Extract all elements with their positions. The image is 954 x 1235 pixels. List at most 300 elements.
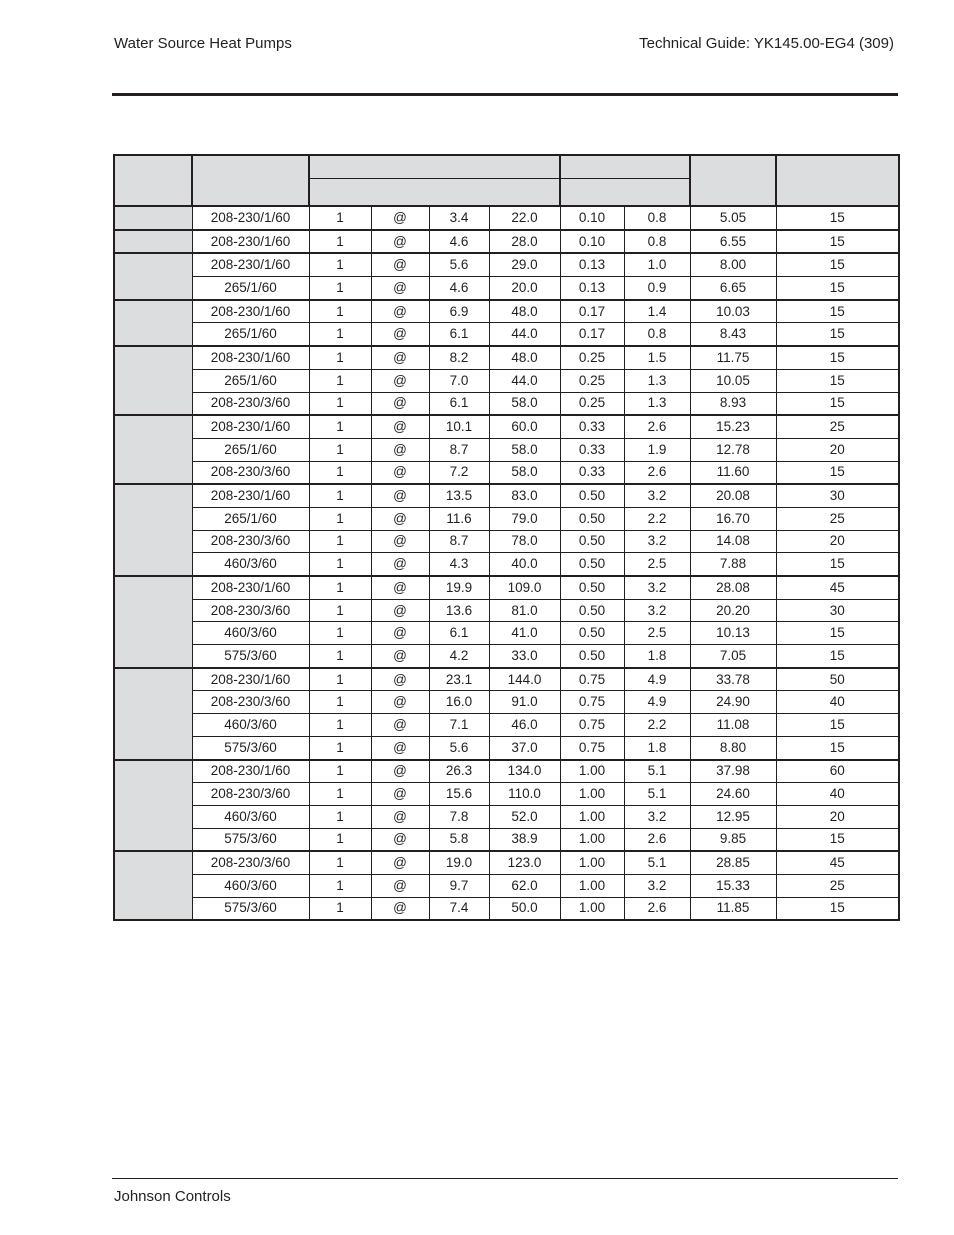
at-symbol-cell: @: [371, 736, 429, 759]
table-row: [114, 206, 899, 230]
max-fuse-cell: 15: [776, 346, 899, 369]
compressor-rla-cell: 4.2: [429, 645, 489, 668]
compressor-rla-cell: 6.1: [429, 392, 489, 415]
compressor-lra-cell: 28.0: [489, 230, 560, 254]
table-row: [114, 645, 899, 668]
fan-fla-cell: 3.2: [624, 576, 690, 599]
voltage-cell: 208-230/3/60: [192, 461, 309, 484]
compressor-lra-cell: 22.0: [489, 206, 560, 230]
fan-fla-cell: 5.1: [624, 760, 690, 783]
fan-fla-cell: 2.6: [624, 415, 690, 438]
compressor-qty-cell: 1: [309, 783, 371, 806]
max-fuse-cell: 25: [776, 507, 899, 530]
fan-fla-cell: 2.2: [624, 714, 690, 737]
at-symbol-cell: @: [371, 530, 429, 553]
fan-fla-cell: 3.2: [624, 484, 690, 507]
table-row: [114, 277, 899, 300]
voltage-cell: 208-230/3/60: [192, 851, 309, 874]
fan-fla-cell: 2.5: [624, 553, 690, 576]
compressor-lra-cell: 60.0: [489, 415, 560, 438]
min-circuit-amps-cell: 37.98: [690, 760, 776, 783]
voltage-cell: 208-230/1/60: [192, 300, 309, 323]
compressor-qty-cell: 1: [309, 668, 371, 691]
fan-hp-cell: 0.75: [560, 736, 624, 759]
at-symbol-cell: @: [371, 230, 429, 254]
min-circuit-amps-cell: 10.05: [690, 369, 776, 392]
compressor-rla-cell: 6.1: [429, 622, 489, 645]
voltage-cell: 208-230/1/60: [192, 668, 309, 691]
voltage-cell: 208-230/1/60: [192, 484, 309, 507]
compressor-lra-cell: 41.0: [489, 622, 560, 645]
min-circuit-amps-cell: 33.78: [690, 668, 776, 691]
voltage-cell: 208-230/1/60: [192, 760, 309, 783]
compressor-rla-cell: 4.6: [429, 230, 489, 254]
max-fuse-cell: 15: [776, 736, 899, 759]
max-fuse-cell: 15: [776, 300, 899, 323]
table-row: [114, 369, 899, 392]
compressor-qty-cell: 1: [309, 553, 371, 576]
compressor-qty-cell: 1: [309, 277, 371, 300]
at-symbol-cell: @: [371, 438, 429, 461]
min-circuit-amps-cell: 6.65: [690, 277, 776, 300]
footer-rule: [112, 1178, 898, 1179]
min-circuit-amps-cell: 10.13: [690, 622, 776, 645]
max-fuse-cell: 15: [776, 553, 899, 576]
at-symbol-cell: @: [371, 553, 429, 576]
fan-fla-cell: 5.1: [624, 783, 690, 806]
compressor-rla-cell: 5.8: [429, 828, 489, 851]
model-cell: [114, 668, 192, 760]
compressor-rla-cell: 19.0: [429, 851, 489, 874]
compressor-lra-cell: 91.0: [489, 691, 560, 714]
max-fuse-cell: 20: [776, 438, 899, 461]
min-circuit-amps-cell: 5.05: [690, 206, 776, 230]
compressor-qty-cell: 1: [309, 874, 371, 897]
voltage-cell: 265/1/60: [192, 369, 309, 392]
fan-hp-cell: 0.10: [560, 206, 624, 230]
table-row: [114, 760, 899, 783]
header-rule: [112, 93, 898, 96]
table-row: [114, 300, 899, 323]
fan-fla-cell: 0.8: [624, 230, 690, 254]
compressor-lra-cell: 44.0: [489, 369, 560, 392]
fan-hp-cell: 0.25: [560, 369, 624, 392]
voltage-cell: 208-230/3/60: [192, 530, 309, 553]
model-cell: [114, 253, 192, 299]
max-fuse-cell: 15: [776, 392, 899, 415]
compressor-lra-cell: 48.0: [489, 300, 560, 323]
max-fuse-cell: 40: [776, 783, 899, 806]
table-row: [114, 828, 899, 851]
max-fuse-cell: 60: [776, 760, 899, 783]
table-row: [114, 323, 899, 346]
at-symbol-cell: @: [371, 645, 429, 668]
model-cell: [114, 300, 192, 346]
fan-hp-cell: 0.33: [560, 461, 624, 484]
compressor-qty-cell: 1: [309, 645, 371, 668]
table-row: [114, 530, 899, 553]
compressor-lra-cell: 110.0: [489, 783, 560, 806]
compressor-lra-cell: 123.0: [489, 851, 560, 874]
at-symbol-cell: @: [371, 691, 429, 714]
compressor-lra-cell: 52.0: [489, 805, 560, 828]
table-row: [114, 484, 899, 507]
compressor-lra-cell: 29.0: [489, 253, 560, 276]
compressor-qty-cell: 1: [309, 346, 371, 369]
compressor-lra-cell: 37.0: [489, 736, 560, 759]
fan-fla-cell: 1.8: [624, 736, 690, 759]
compressor-rla-cell: 13.6: [429, 599, 489, 622]
table-row: [114, 461, 899, 484]
max-fuse-cell: 45: [776, 851, 899, 874]
table-body: [114, 206, 899, 920]
voltage-cell: 575/3/60: [192, 828, 309, 851]
at-symbol-cell: @: [371, 874, 429, 897]
compressor-qty-cell: 1: [309, 530, 371, 553]
compressor-rla-cell: 11.6: [429, 507, 489, 530]
compressor-rla-cell: 7.4: [429, 897, 489, 920]
compressor-lra-cell: 46.0: [489, 714, 560, 737]
fan-hp-cell: 0.75: [560, 668, 624, 691]
header-subcell-compressor: [309, 179, 560, 207]
voltage-cell: 208-230/3/60: [192, 599, 309, 622]
min-circuit-amps-cell: 11.75: [690, 346, 776, 369]
at-symbol-cell: @: [371, 828, 429, 851]
min-circuit-amps-cell: 7.05: [690, 645, 776, 668]
compressor-rla-cell: 8.2: [429, 346, 489, 369]
voltage-cell: 208-230/1/60: [192, 206, 309, 230]
fan-fla-cell: 0.8: [624, 206, 690, 230]
at-symbol-cell: @: [371, 346, 429, 369]
compressor-qty-cell: 1: [309, 805, 371, 828]
fan-fla-cell: 3.2: [624, 874, 690, 897]
at-symbol-cell: @: [371, 323, 429, 346]
voltage-cell: 208-230/1/60: [192, 346, 309, 369]
voltage-cell: 208-230/3/60: [192, 691, 309, 714]
table-row: [114, 553, 899, 576]
compressor-rla-cell: 26.3: [429, 760, 489, 783]
compressor-qty-cell: 1: [309, 369, 371, 392]
fan-fla-cell: 2.2: [624, 507, 690, 530]
voltage-cell: 460/3/60: [192, 874, 309, 897]
min-circuit-amps-cell: 24.60: [690, 783, 776, 806]
compressor-qty-cell: 1: [309, 392, 371, 415]
at-symbol-cell: @: [371, 206, 429, 230]
compressor-lra-cell: 81.0: [489, 599, 560, 622]
voltage-cell: 265/1/60: [192, 438, 309, 461]
max-fuse-cell: 15: [776, 369, 899, 392]
compressor-rla-cell: 6.1: [429, 323, 489, 346]
min-circuit-amps-cell: 15.33: [690, 874, 776, 897]
compressor-qty-cell: 1: [309, 760, 371, 783]
compressor-rla-cell: 16.0: [429, 691, 489, 714]
fan-hp-cell: 0.13: [560, 253, 624, 276]
model-cell: [114, 230, 192, 254]
fan-fla-cell: 3.2: [624, 530, 690, 553]
compressor-rla-cell: 4.3: [429, 553, 489, 576]
at-symbol-cell: @: [371, 760, 429, 783]
compressor-qty-cell: 1: [309, 691, 371, 714]
compressor-qty-cell: 1: [309, 206, 371, 230]
compressor-rla-cell: 4.6: [429, 277, 489, 300]
compressor-qty-cell: 1: [309, 576, 371, 599]
compressor-qty-cell: 1: [309, 828, 371, 851]
max-fuse-cell: 20: [776, 530, 899, 553]
max-fuse-cell: 25: [776, 874, 899, 897]
min-circuit-amps-cell: 8.80: [690, 736, 776, 759]
fan-hp-cell: 0.33: [560, 415, 624, 438]
table-row: [114, 736, 899, 759]
min-circuit-amps-cell: 7.88: [690, 553, 776, 576]
table-row: [114, 783, 899, 806]
fan-hp-cell: 0.25: [560, 346, 624, 369]
compressor-rla-cell: 23.1: [429, 668, 489, 691]
compressor-rla-cell: 7.2: [429, 461, 489, 484]
min-circuit-amps-cell: 11.85: [690, 897, 776, 920]
voltage-cell: 575/3/60: [192, 897, 309, 920]
fan-fla-cell: 3.2: [624, 805, 690, 828]
fan-hp-cell: 1.00: [560, 783, 624, 806]
compressor-lra-cell: 44.0: [489, 323, 560, 346]
fan-hp-cell: 1.00: [560, 760, 624, 783]
table-row: [114, 668, 899, 691]
model-cell: [114, 346, 192, 415]
fan-fla-cell: 2.6: [624, 828, 690, 851]
compressor-qty-cell: 1: [309, 461, 371, 484]
compressor-rla-cell: 19.9: [429, 576, 489, 599]
compressor-rla-cell: 7.8: [429, 805, 489, 828]
voltage-cell: 265/1/60: [192, 507, 309, 530]
compressor-lra-cell: 79.0: [489, 507, 560, 530]
compressor-lra-cell: 33.0: [489, 645, 560, 668]
voltage-cell: 460/3/60: [192, 622, 309, 645]
min-circuit-amps-cell: 9.85: [690, 828, 776, 851]
voltage-cell: 460/3/60: [192, 805, 309, 828]
table-row: [114, 576, 899, 599]
fan-hp-cell: 0.17: [560, 323, 624, 346]
max-fuse-cell: 15: [776, 323, 899, 346]
fan-hp-cell: 1.00: [560, 874, 624, 897]
max-fuse-cell: 15: [776, 897, 899, 920]
voltage-cell: 208-230/1/60: [192, 576, 309, 599]
compressor-qty-cell: 1: [309, 230, 371, 254]
max-fuse-cell: 15: [776, 461, 899, 484]
model-cell: [114, 576, 192, 668]
at-symbol-cell: @: [371, 369, 429, 392]
fan-fla-cell: 2.5: [624, 622, 690, 645]
compressor-qty-cell: 1: [309, 736, 371, 759]
min-circuit-amps-cell: 14.08: [690, 530, 776, 553]
fan-fla-cell: 3.2: [624, 599, 690, 622]
fan-hp-cell: 0.25: [560, 392, 624, 415]
at-symbol-cell: @: [371, 851, 429, 874]
fan-fla-cell: 1.0: [624, 253, 690, 276]
fan-fla-cell: 1.3: [624, 369, 690, 392]
compressor-lra-cell: 62.0: [489, 874, 560, 897]
at-symbol-cell: @: [371, 484, 429, 507]
fan-fla-cell: 2.6: [624, 461, 690, 484]
max-fuse-cell: 15: [776, 206, 899, 230]
at-symbol-cell: @: [371, 897, 429, 920]
fan-hp-cell: 0.10: [560, 230, 624, 254]
compressor-lra-cell: 58.0: [489, 438, 560, 461]
compressor-lra-cell: 144.0: [489, 668, 560, 691]
model-cell: [114, 851, 192, 920]
compressor-rla-cell: 13.5: [429, 484, 489, 507]
fan-hp-cell: 0.50: [560, 576, 624, 599]
voltage-cell: 208-230/1/60: [192, 253, 309, 276]
voltage-cell: 460/3/60: [192, 553, 309, 576]
model-cell: [114, 484, 192, 576]
fan-hp-cell: 0.50: [560, 645, 624, 668]
max-fuse-cell: 50: [776, 668, 899, 691]
at-symbol-cell: @: [371, 805, 429, 828]
running-header-title: Water Source Heat Pumps: [114, 35, 292, 52]
voltage-cell: 460/3/60: [192, 714, 309, 737]
fan-fla-cell: 1.8: [624, 645, 690, 668]
compressor-lra-cell: 40.0: [489, 553, 560, 576]
at-symbol-cell: @: [371, 300, 429, 323]
at-symbol-cell: @: [371, 461, 429, 484]
compressor-rla-cell: 9.7: [429, 874, 489, 897]
table-row: [114, 714, 899, 737]
voltage-cell: 208-230/3/60: [192, 392, 309, 415]
min-circuit-amps-cell: 28.85: [690, 851, 776, 874]
at-symbol-cell: @: [371, 507, 429, 530]
max-fuse-cell: 15: [776, 230, 899, 254]
at-symbol-cell: @: [371, 415, 429, 438]
header-cell-model: [114, 155, 192, 206]
max-fuse-cell: 15: [776, 645, 899, 668]
fan-fla-cell: 1.9: [624, 438, 690, 461]
compressor-rla-cell: 8.7: [429, 438, 489, 461]
compressor-rla-cell: 8.7: [429, 530, 489, 553]
min-circuit-amps-cell: 10.03: [690, 300, 776, 323]
header-cell-min-circuit-amps: [690, 155, 776, 206]
compressor-lra-cell: 38.9: [489, 828, 560, 851]
fan-hp-cell: 0.50: [560, 553, 624, 576]
footer-company: Johnson Controls: [114, 1188, 231, 1205]
table-row: [114, 253, 899, 276]
table-row: [114, 346, 899, 369]
header-subcell-fan-motor: [560, 179, 690, 207]
min-circuit-amps-cell: 8.43: [690, 323, 776, 346]
fan-fla-cell: 1.3: [624, 392, 690, 415]
electrical-data-table: [113, 154, 900, 921]
voltage-cell: 208-230/1/60: [192, 230, 309, 254]
compressor-rla-cell: 6.9: [429, 300, 489, 323]
compressor-rla-cell: 3.4: [429, 206, 489, 230]
max-fuse-cell: 30: [776, 484, 899, 507]
compressor-lra-cell: 48.0: [489, 346, 560, 369]
fan-hp-cell: 0.50: [560, 530, 624, 553]
compressor-rla-cell: 10.1: [429, 415, 489, 438]
compressor-qty-cell: 1: [309, 507, 371, 530]
fan-hp-cell: 0.50: [560, 599, 624, 622]
model-cell: [114, 760, 192, 852]
table-row: [114, 874, 899, 897]
max-fuse-cell: 15: [776, 828, 899, 851]
compressor-rla-cell: 5.6: [429, 253, 489, 276]
compressor-lra-cell: 50.0: [489, 897, 560, 920]
voltage-cell: 265/1/60: [192, 323, 309, 346]
header-cell-compressor: [309, 155, 560, 179]
table-row: [114, 392, 899, 415]
model-cell: [114, 415, 192, 484]
compressor-lra-cell: 83.0: [489, 484, 560, 507]
table-row: [114, 897, 899, 920]
table-row: [114, 230, 899, 254]
fan-hp-cell: 1.00: [560, 805, 624, 828]
at-symbol-cell: @: [371, 783, 429, 806]
min-circuit-amps-cell: 15.23: [690, 415, 776, 438]
fan-hp-cell: 0.17: [560, 300, 624, 323]
table-row: [114, 415, 899, 438]
at-symbol-cell: @: [371, 576, 429, 599]
max-fuse-cell: 15: [776, 714, 899, 737]
fan-fla-cell: 4.9: [624, 691, 690, 714]
min-circuit-amps-cell: 28.08: [690, 576, 776, 599]
max-fuse-cell: 15: [776, 253, 899, 276]
min-circuit-amps-cell: 6.55: [690, 230, 776, 254]
max-fuse-cell: 45: [776, 576, 899, 599]
fan-fla-cell: 0.9: [624, 277, 690, 300]
fan-hp-cell: 0.13: [560, 277, 624, 300]
header-cell-fan-motor: [560, 155, 690, 179]
compressor-lra-cell: 58.0: [489, 461, 560, 484]
fan-hp-cell: 0.50: [560, 622, 624, 645]
at-symbol-cell: @: [371, 599, 429, 622]
at-symbol-cell: @: [371, 668, 429, 691]
voltage-cell: 575/3/60: [192, 645, 309, 668]
table-row: [114, 851, 899, 874]
min-circuit-amps-cell: 16.70: [690, 507, 776, 530]
header-cell-max-fuse: [776, 155, 899, 206]
table-row: [114, 507, 899, 530]
compressor-lra-cell: 78.0: [489, 530, 560, 553]
compressor-qty-cell: 1: [309, 300, 371, 323]
max-fuse-cell: 20: [776, 805, 899, 828]
min-circuit-amps-cell: 12.95: [690, 805, 776, 828]
compressor-lra-cell: 58.0: [489, 392, 560, 415]
compressor-lra-cell: 20.0: [489, 277, 560, 300]
compressor-qty-cell: 1: [309, 253, 371, 276]
compressor-lra-cell: 134.0: [489, 760, 560, 783]
fan-hp-cell: 0.75: [560, 714, 624, 737]
fan-hp-cell: 1.00: [560, 897, 624, 920]
at-symbol-cell: @: [371, 392, 429, 415]
fan-fla-cell: 2.6: [624, 897, 690, 920]
fan-hp-cell: 0.50: [560, 507, 624, 530]
at-symbol-cell: @: [371, 253, 429, 276]
min-circuit-amps-cell: 11.08: [690, 714, 776, 737]
compressor-qty-cell: 1: [309, 484, 371, 507]
min-circuit-amps-cell: 12.78: [690, 438, 776, 461]
compressor-rla-cell: 15.6: [429, 783, 489, 806]
at-symbol-cell: @: [371, 277, 429, 300]
compressor-qty-cell: 1: [309, 851, 371, 874]
max-fuse-cell: 30: [776, 599, 899, 622]
min-circuit-amps-cell: 20.20: [690, 599, 776, 622]
min-circuit-amps-cell: 11.60: [690, 461, 776, 484]
table-row: [114, 691, 899, 714]
fan-fla-cell: 1.5: [624, 346, 690, 369]
table-row: [114, 622, 899, 645]
min-circuit-amps-cell: 24.90: [690, 691, 776, 714]
min-circuit-amps-cell: 8.93: [690, 392, 776, 415]
fan-fla-cell: 1.4: [624, 300, 690, 323]
min-circuit-amps-cell: 20.08: [690, 484, 776, 507]
